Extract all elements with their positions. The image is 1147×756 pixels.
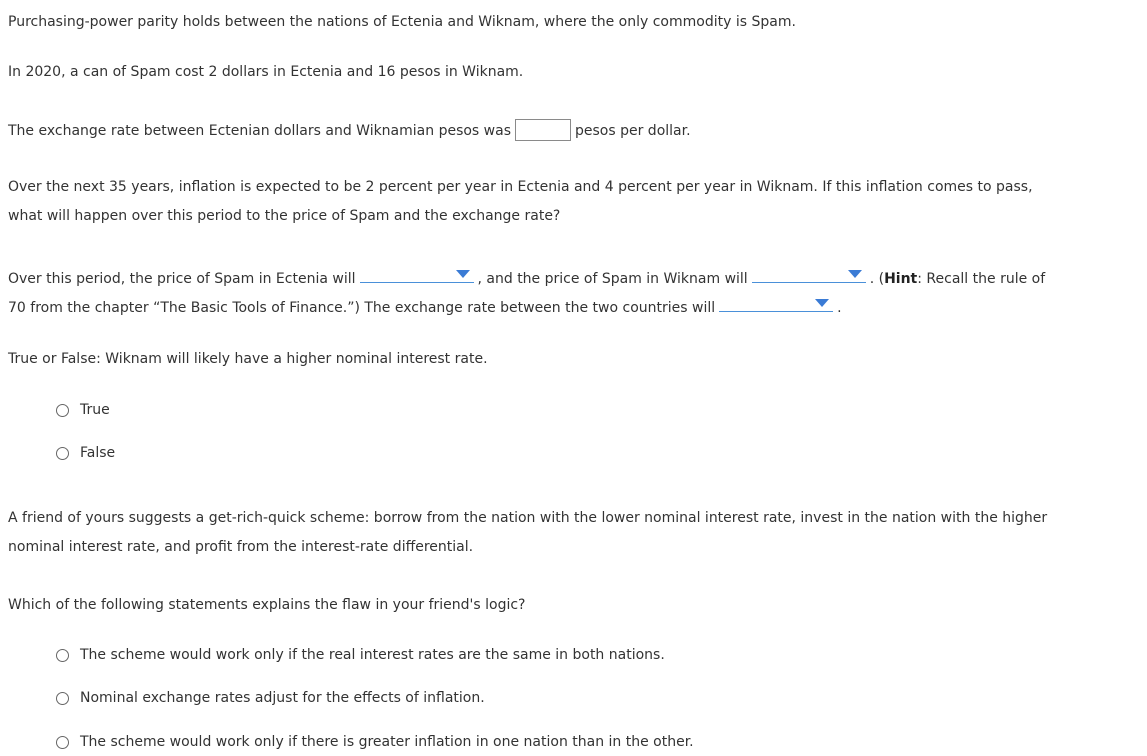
flaw-option-label: The scheme would work only if the real interest rates are the same in both nations. (80, 647, 665, 663)
exchange-rate-question (8, 120, 691, 142)
period-text-part1: Over this period, the price of Spam in Ectenia will (8, 271, 356, 287)
period-line2-text: 70 from the chapter “The Basic Tools of Finance.”) The exchange rate between the two countries will (8, 300, 716, 316)
tf-option-label: False (80, 445, 116, 461)
chevron-down-icon (815, 299, 829, 307)
ectenia-price-dropdown[interactable] (360, 264, 474, 283)
intro-text: Purchasing-power parity holds between the nations of Ectenia and Wiknam, where the only commodity is Spam. (8, 14, 796, 30)
wiknam-price-dropdown[interactable] (752, 264, 866, 283)
inflation-text-line2: what will happen over this period to the price of Spam and the exchange rate? (8, 208, 561, 224)
exchange-rate-suffix: pesos per dollar. (575, 123, 691, 139)
prices-text: In 2020, a can of Spam cost 2 dollars in Ectenia and 16 pesos in Wiknam. (8, 64, 524, 80)
period-text-part3: . ( (869, 271, 885, 287)
flaw-option[interactable] (56, 689, 485, 707)
flaw-option-label: Nominal exchange rates adjust for the effects of inflation. (80, 690, 485, 706)
flaw-option[interactable] (56, 733, 694, 751)
chevron-down-icon (456, 270, 470, 278)
true-false-question: True or False: Wiknam will likely have a higher nominal interest rate. (8, 351, 488, 367)
inflation-text-line1: Over the next 35 years, inflation is expected to be 2 percent per year in Ectenia and 4 percent per year in Wiknam. If this inflation comes to pass, (8, 179, 1033, 195)
period-text-part4: : Recall the rule of (917, 271, 1046, 287)
flaw-option-label: The scheme would work only if there is greater inflation in one nation than in the other. (80, 734, 694, 750)
tf-option-false[interactable] (56, 444, 115, 462)
scheme-text-line2: nominal interest rate, and profit from the interest-rate differential. (8, 539, 474, 555)
period-line2-end: . (837, 300, 842, 316)
radio-button[interactable] (56, 404, 69, 417)
scheme-text-line1: A friend of yours suggests a get-rich-quick scheme: borrow from the nation with the lower nominal interest rate, invest in the nation with the higher (8, 510, 1048, 526)
flaw-option[interactable] (56, 646, 665, 664)
tf-option-label: True (80, 402, 110, 418)
exchange-rate-input[interactable] (515, 119, 571, 141)
radio-button[interactable] (56, 736, 69, 749)
exchange-rate-dropdown[interactable] (719, 293, 833, 312)
flaw-question: Which of the following statements explains the flaw in your friend's logic? (8, 597, 526, 613)
tf-option-true[interactable] (56, 401, 110, 419)
radio-button[interactable] (56, 692, 69, 705)
chevron-down-icon (848, 270, 862, 278)
radio-button[interactable] (56, 447, 69, 460)
period-question-line2 (8, 293, 842, 317)
period-text-part2: , and the price of Spam in Wiknam will (477, 271, 748, 287)
hint-label: Hint (884, 271, 918, 287)
period-question-line1 (8, 264, 1045, 288)
radio-button[interactable] (56, 649, 69, 662)
exchange-rate-prefix: The exchange rate between Ectenian dollars and Wiknamian pesos was (8, 123, 511, 139)
